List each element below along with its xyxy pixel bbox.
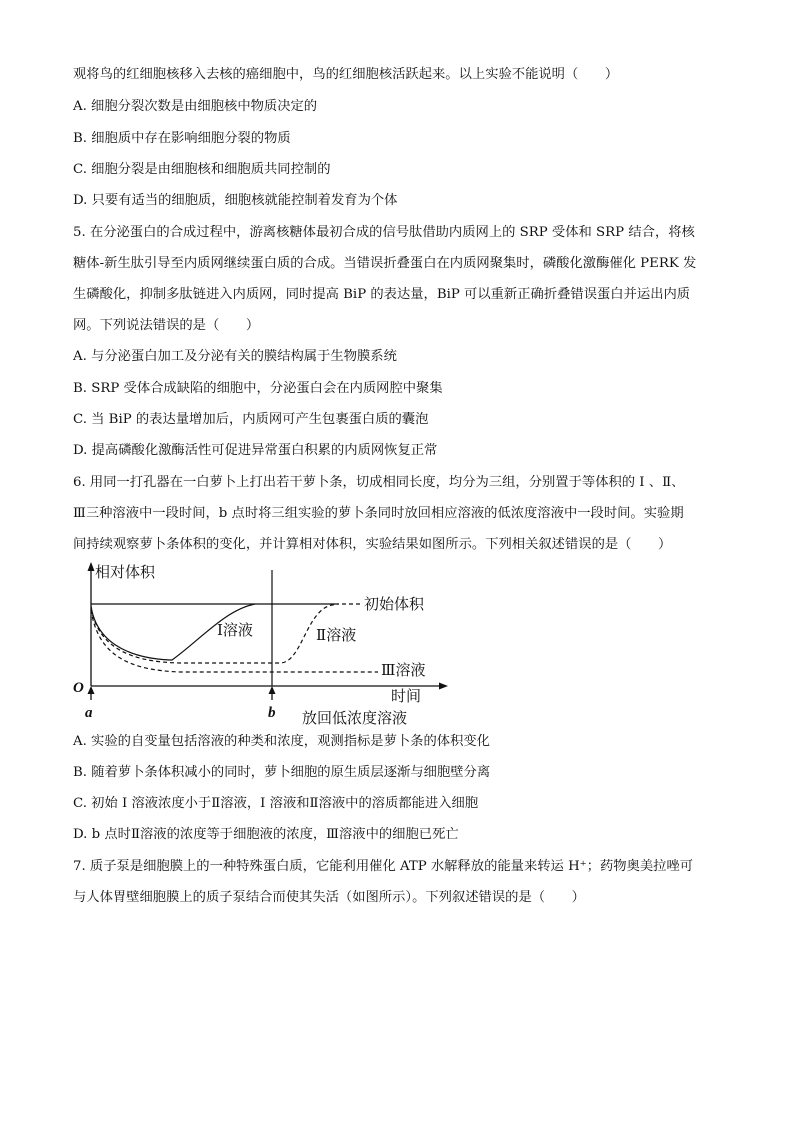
q6-stem-line-3: 间持续观察萝卜条体积的变化，并计算相对体积，实验结果如图所示。下列相关叙述错误的是（ ） <box>73 537 672 552</box>
q4-option-c: C. 细胞分裂是由细胞核和细胞质共同控制的 <box>73 162 331 177</box>
q7-stem-line-1: 7. 质子泵是细胞膜上的一种特殊蛋白质，它能利用催化 ATP 水解释放的能量来转运 H⁺；药物奥美拉唑可 <box>73 859 694 874</box>
q5-stem-line-3: 生磷酸化，抑制多肽链进入内质网，同时提高 BiP 的表达量，BiP 可以重新正确折叠错误蛋白并运出内质 <box>73 287 691 302</box>
x-axis-label: 时间 <box>391 687 422 705</box>
x-axis-arrow <box>439 683 448 690</box>
q6-option-a: A. 实验的自变量包括溶液的种类和浓度，观测指标是萝卜条的体积变化 <box>73 734 490 749</box>
q5-stem-line-4: 网。下列说法错误的是（ ） <box>73 318 260 333</box>
q6-stem-line-1: 6. 用同一打孔器在一白萝卜上打出若干萝卜条，切成相同长度，均分为三组，分别置于等体积的 Ⅰ 、Ⅱ、 <box>73 475 685 490</box>
q5-option-c: C. 当 BiP 的表达量增加后，内质网可产生包裹蛋白质的囊泡 <box>73 412 429 427</box>
q5-stem-line-1: 5. 在分泌蛋白的合成过程中，游离核糖体最初合成的信号肽借助内质网上的 SRP 受体和 SRP 结合，将核 <box>73 225 695 240</box>
solution-1-label: Ⅰ溶液 <box>217 621 253 639</box>
q5-option-d: D. 提高磷酸化激酶活性可促进异常蛋白积累的内质网恢复正常 <box>73 443 438 458</box>
q6-option-b: B. 随着萝卜条体积减小的同时，萝卜细胞的原生质层逐渐与细胞壁分离 <box>73 765 491 780</box>
volume-time-graph <box>70 560 450 732</box>
q6-stem-line-2: Ⅲ三种溶液中一段时间，b 点时将三组实验的萝卜条同时放回相应溶液的低浓度溶液中一段时间。实验期 <box>73 506 684 521</box>
y-axis-arrow <box>88 562 95 571</box>
b-arrow-head <box>269 686 276 694</box>
q4-option-b: B. 细胞质中存在影响细胞分裂的物质 <box>73 131 291 146</box>
volume-time-figure <box>70 560 450 732</box>
b-caption: 放回低浓度溶液 <box>302 709 408 727</box>
q7-stem-line-2: 与人体胃壁细胞膜上的质子泵结合而使其失活（如图所示）。下列叙述错误的是（ ） <box>73 890 585 905</box>
point-a-label: a <box>85 705 93 721</box>
point-b-label: b <box>268 705 276 721</box>
q5-option-a: A. 与分泌蛋白加工及分泌有关的膜结构属于生物膜系统 <box>73 349 397 364</box>
solution-3-label: Ⅲ溶液 <box>381 661 426 679</box>
y-axis-label: 相对体积 <box>95 563 156 581</box>
solution-2-curve <box>91 604 338 663</box>
q6-option-d: D. b 点时Ⅱ溶液的浓度等于细胞液的浓度，Ⅲ溶液中的细胞已死亡 <box>73 827 459 842</box>
initial-volume-label: 初始体积 <box>364 595 425 613</box>
q4-option-a: A. 细胞分裂次数是由细胞核中物质决定的 <box>73 99 318 114</box>
q5-option-b: B. SRP 受体合成缺陷的细胞中，分泌蛋白会在内质网腔中聚集 <box>73 381 443 396</box>
q4-stem: 观将鸟的红细胞核移入去核的癌细胞中，鸟的红细胞核活跃起来。以上实验不能说明（ ） <box>73 67 619 82</box>
q5-stem-line-2: 糖体-新生肽引导至内质网继续蛋白质的合成。当错误折叠蛋白在内质网聚集时，磷酸化激酶催化 PERK 发 <box>73 256 697 271</box>
solution-2-label: Ⅱ溶液 <box>316 626 357 644</box>
q6-option-c: C. 初始 Ⅰ 溶液浓度小于Ⅱ溶液，Ⅰ 溶液和Ⅱ溶液中的溶质都能进入细胞 <box>73 796 479 811</box>
q4-option-d: D. 只要有适当的细胞质，细胞核就能控制着发育为个体 <box>73 193 398 208</box>
origin-label: O <box>73 680 84 696</box>
a-arrow-head <box>88 686 95 694</box>
